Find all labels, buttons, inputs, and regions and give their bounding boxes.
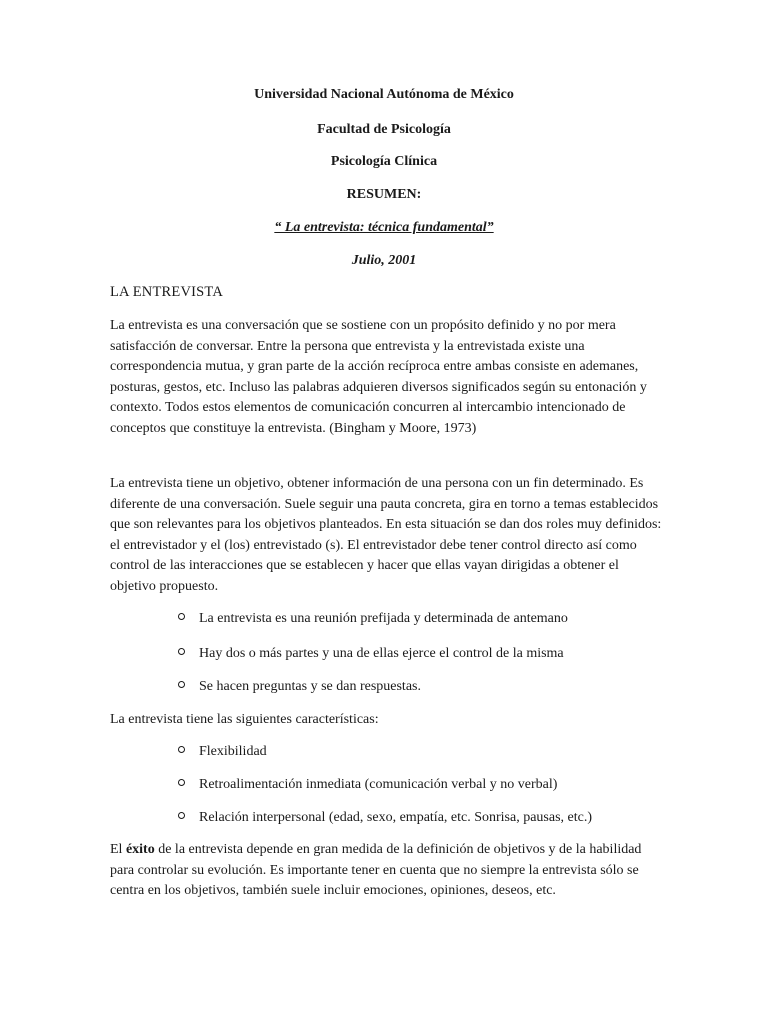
list-item-text: Flexibilidad — [199, 744, 267, 759]
list-item — [178, 678, 421, 696]
area-title: Psicología Clínica — [330, 154, 438, 169]
list-item — [178, 645, 564, 663]
list-item — [178, 743, 267, 761]
university-title: Universidad Nacional Autónoma de México — [254, 87, 514, 102]
list-item-text: Hay dos o más partes y una de ellas ejerce el control de la misma — [199, 646, 564, 661]
paragraph-success — [110, 840, 662, 902]
list-item — [178, 610, 568, 628]
hollow-bullet-icon — [178, 812, 185, 819]
list-item-text: Se hacen preguntas y se dan respuestas. — [199, 679, 421, 694]
hollow-bullet-icon — [178, 779, 185, 786]
paragraph-characteristics: La entrevista tiene las siguientes características: — [110, 712, 379, 727]
paragraph-objective: La entrevista tiene un objetivo, obtener información de una persona con un fin determinado. Es diferente de una conversación. Suele seguir una pauta concreta, gira en torno a temas establecidos que son relevantes para los objetivos planteados. En esta situación se dan dos roles muy definidos: el entrevistador y el (los) entrevistado (s). El entrevistador debe tener control directo así como control de las interacciones que se establecen y hacer que ellas vayan dirigidas a obtener el objetivo propuesto. — [110, 476, 662, 594]
document-subtitle: “ La entrevista: técnica fundamental” — [274, 220, 494, 235]
hollow-bullet-icon — [178, 613, 185, 620]
section-heading: LA ENTREVISTA — [110, 284, 223, 300]
list-item-text: La entrevista es una reunión prefijada y determinada de antemano — [199, 611, 568, 626]
hollow-bullet-icon — [178, 648, 185, 655]
paragraph-definition: La entrevista es una conversación que se sostiene con un propósito definido y no por mera satisfacción de conversar. Entre la persona que entrevista y la entrevistada existe una correspondencia mutua, y gran parte de la acción recíproca entre ambas consiste en ademanes, posturas, gestos, etc. Incluso las palabras adquieren diversos significados según su entonación y contexto. Todos estos elementos de comunicación concurren al intercambio intencionado de conceptos que constituye la entrevista. (Bingham y Moore, 1973) — [110, 318, 647, 436]
faculty-title: Facultad de Psicología — [317, 122, 451, 137]
list-item-text: Relación interpersonal (edad, sexo, empatía, etc. Sonrisa, pausas, etc.) — [199, 810, 593, 825]
list-item — [178, 776, 557, 794]
document-date: Julio, 2001 — [351, 253, 417, 268]
hollow-bullet-icon — [178, 746, 185, 753]
success-rest: de la entrevista depende en gran medida de la definición de objetivos y de la habilidad para controlar su evolución. Es importante tener en cuenta que no siempre la entrevista sólo se centra en los objetivos, también suele incluir emociones, opiniones, deseos, etc. — [110, 842, 642, 899]
hollow-bullet-icon — [178, 681, 185, 688]
success-prefix: El — [110, 842, 126, 857]
document-type: RESUMEN: — [346, 187, 422, 202]
success-bold-word: éxito — [125, 842, 155, 857]
list-item-text: Retroalimentación inmediata (comunicación verbal y no verbal) — [199, 777, 558, 792]
list-item — [178, 809, 592, 827]
